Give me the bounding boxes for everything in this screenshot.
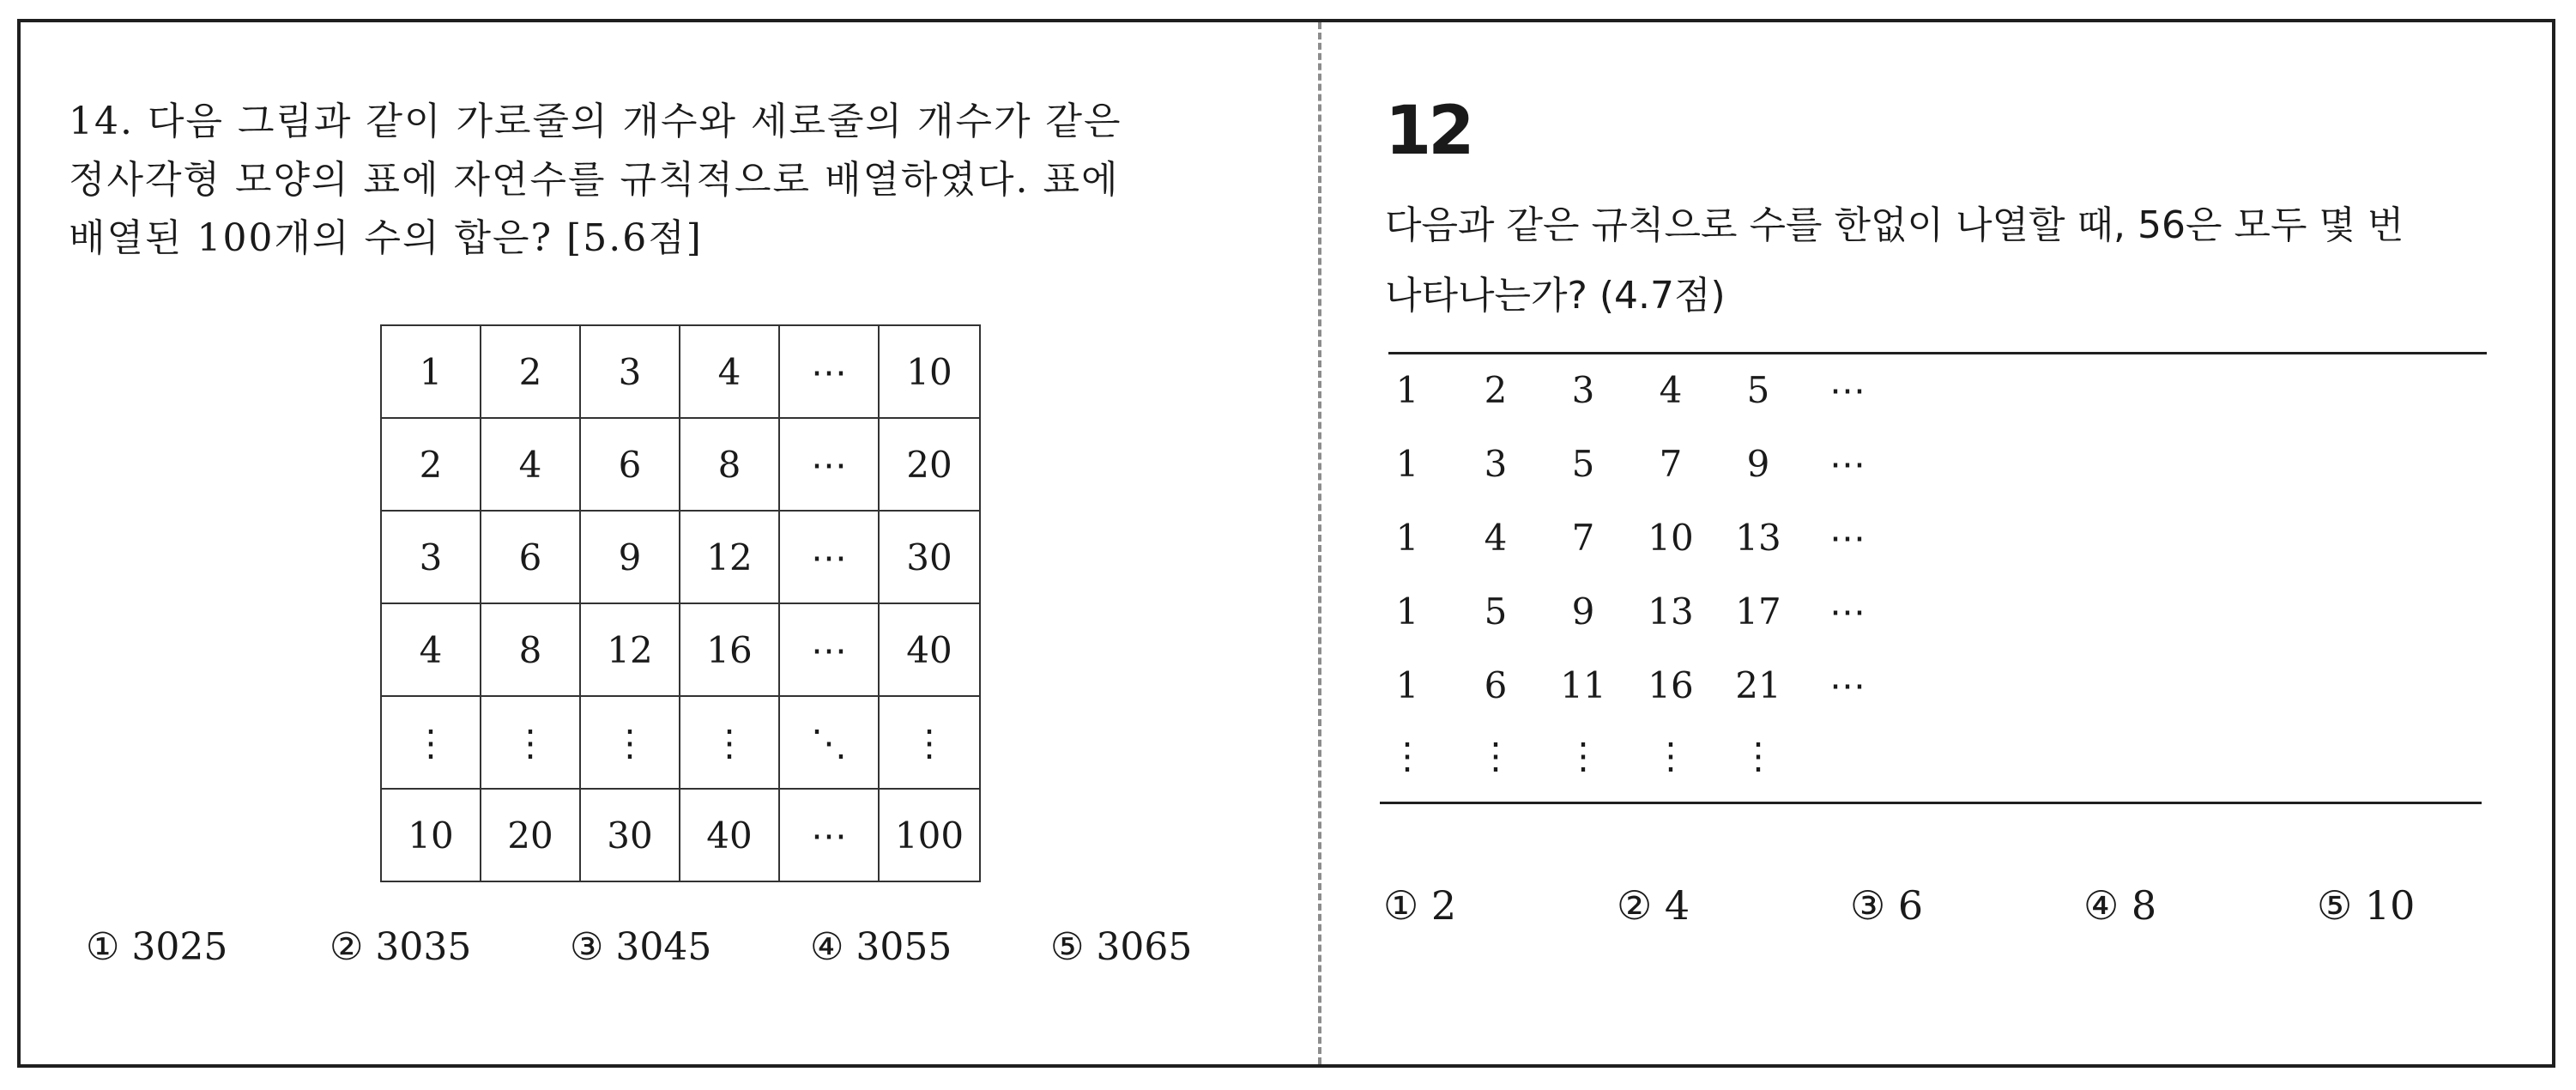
q12-choice-2[interactable]: ② 4 xyxy=(1617,882,1690,929)
sequence-term: 21 xyxy=(1735,664,1781,706)
sequence-term: 1 xyxy=(1395,517,1419,559)
grid-cell: 40 xyxy=(680,789,779,881)
grid-cell: 4 xyxy=(381,603,481,696)
q14-choice-2[interactable]: ② 3035 xyxy=(330,925,472,969)
sequence-term: ⋯ xyxy=(1829,517,1865,559)
q12-choice-5[interactable]: ⑤ 10 xyxy=(2317,882,2416,929)
sequence-bottom-rule xyxy=(1380,802,2482,804)
grid-cell: 16 xyxy=(680,603,779,696)
sequence-term: ⋯ xyxy=(1829,664,1865,706)
grid-cell: 30 xyxy=(879,511,980,603)
grid-cell: 2 xyxy=(381,418,481,511)
sequence-term: ⋮ xyxy=(1740,735,1776,777)
sequence-term: 9 xyxy=(1746,443,1770,485)
q12-choice-1[interactable]: ① 2 xyxy=(1383,882,1457,929)
sequence-term: ⋯ xyxy=(1829,443,1865,485)
grid-cell: 12 xyxy=(580,603,680,696)
sequence-term: ⋯ xyxy=(1829,369,1865,411)
sequence-term: 10 xyxy=(1648,517,1694,559)
grid-cell: 3 xyxy=(381,511,481,603)
sequence-term: 2 xyxy=(1484,369,1508,411)
sequence-term: 1 xyxy=(1395,664,1419,706)
sequence-term: 9 xyxy=(1571,590,1595,633)
grid-cell: 3 xyxy=(580,325,680,418)
grid-row xyxy=(381,696,980,789)
grid-row xyxy=(381,418,980,511)
grid-cell: 10 xyxy=(879,325,980,418)
column-divider xyxy=(1318,22,1321,1064)
sequence-term: 7 xyxy=(1571,517,1595,559)
sequence-term: ⋯ xyxy=(1829,590,1865,633)
q12-line: 나타나는가? (4.7점) xyxy=(1385,274,1726,318)
q14-question xyxy=(69,93,1296,268)
q14-line: 14. 다음 그림과 같이 가로줄의 개수와 세로줄의 개수가 같은 xyxy=(69,100,1122,143)
grid-cell: 6 xyxy=(580,418,680,511)
q12-problem-number: 12 xyxy=(1385,93,1472,170)
grid-cell: 30 xyxy=(580,789,680,881)
grid-cell: ⋯ xyxy=(779,418,879,511)
grid-cell: ⋯ xyxy=(779,325,879,418)
grid-cell: ⋯ xyxy=(779,511,879,603)
sequence-term: 13 xyxy=(1735,517,1781,559)
grid-cell: ⋯ xyxy=(779,603,879,696)
grid-cell: ⋮ xyxy=(381,696,481,789)
q12-line: 다음과 같은 규칙으로 수를 한없이 나열할 때, 56은 모두 몇 번 xyxy=(1385,203,2404,247)
sequence-term: ⋮ xyxy=(1653,735,1689,777)
grid-cell: ⋮ xyxy=(680,696,779,789)
sequence-term: 1 xyxy=(1395,443,1419,485)
grid-cell: 8 xyxy=(481,603,580,696)
sequence-term: 7 xyxy=(1659,443,1683,485)
sequence-term: 16 xyxy=(1648,664,1694,706)
sequence-term: 5 xyxy=(1746,369,1770,411)
grid-row xyxy=(381,511,980,603)
grid-cell: ⋮ xyxy=(879,696,980,789)
sequence-term: 11 xyxy=(1560,664,1606,706)
sequence-term: 5 xyxy=(1571,443,1595,485)
grid-cell: 100 xyxy=(879,789,980,881)
sequence-term: ⋮ xyxy=(1389,735,1425,777)
q12-choice-3[interactable]: ③ 6 xyxy=(1850,882,1924,929)
grid-row xyxy=(381,789,980,881)
grid-cell: 2 xyxy=(481,325,580,418)
sequence-term: 6 xyxy=(1484,664,1508,706)
grid-cell: 40 xyxy=(879,603,980,696)
grid-cell: ⋮ xyxy=(481,696,580,789)
grid-cell: 6 xyxy=(481,511,580,603)
grid-cell: 4 xyxy=(481,418,580,511)
sequence-term: 1 xyxy=(1395,590,1419,633)
grid-cell: 10 xyxy=(381,789,481,881)
sequence-term: 3 xyxy=(1571,369,1595,411)
sequence-term: 1 xyxy=(1395,369,1419,411)
q14-number-grid xyxy=(380,324,981,882)
grid-cell: ⋮ xyxy=(580,696,680,789)
sequence-term: 4 xyxy=(1484,517,1508,559)
sequence-term: ⋮ xyxy=(1565,735,1601,777)
q12-choice-4[interactable]: ④ 8 xyxy=(2083,882,2157,929)
q14-choice-4[interactable]: ④ 3055 xyxy=(810,925,952,969)
grid-cell: ⋱ xyxy=(779,696,879,789)
grid-row xyxy=(381,603,980,696)
sequence-term: 13 xyxy=(1648,590,1694,633)
sequence-term: 17 xyxy=(1735,590,1781,633)
grid-cell: ⋯ xyxy=(779,789,879,881)
q14-choice-3[interactable]: ③ 3045 xyxy=(570,925,712,969)
grid-cell: 12 xyxy=(680,511,779,603)
sequence-term: 4 xyxy=(1659,369,1683,411)
grid-row xyxy=(381,325,980,418)
grid-cell: 9 xyxy=(580,511,680,603)
q14-choice-5[interactable]: ⑤ 3065 xyxy=(1050,925,1193,969)
q12-question xyxy=(1385,191,2500,331)
q14-choice-1[interactable]: ① 3025 xyxy=(86,925,228,969)
sequence-top-rule xyxy=(1388,352,2487,354)
grid-cell: 4 xyxy=(680,325,779,418)
sequence-term: ⋮ xyxy=(1478,735,1514,777)
grid-cell: 1 xyxy=(381,325,481,418)
sequence-term: 5 xyxy=(1484,590,1508,633)
grid-cell: 20 xyxy=(879,418,980,511)
q14-line: 정사각형 모양의 표에 자연수를 규칙적으로 배열하였다. 표에 xyxy=(69,158,1120,202)
q14-line: 배열된 100개의 수의 합은? [5.6점] xyxy=(69,216,703,260)
sequence-term: 3 xyxy=(1484,443,1508,485)
grid-cell: 8 xyxy=(680,418,779,511)
grid-cell: 20 xyxy=(481,789,580,881)
